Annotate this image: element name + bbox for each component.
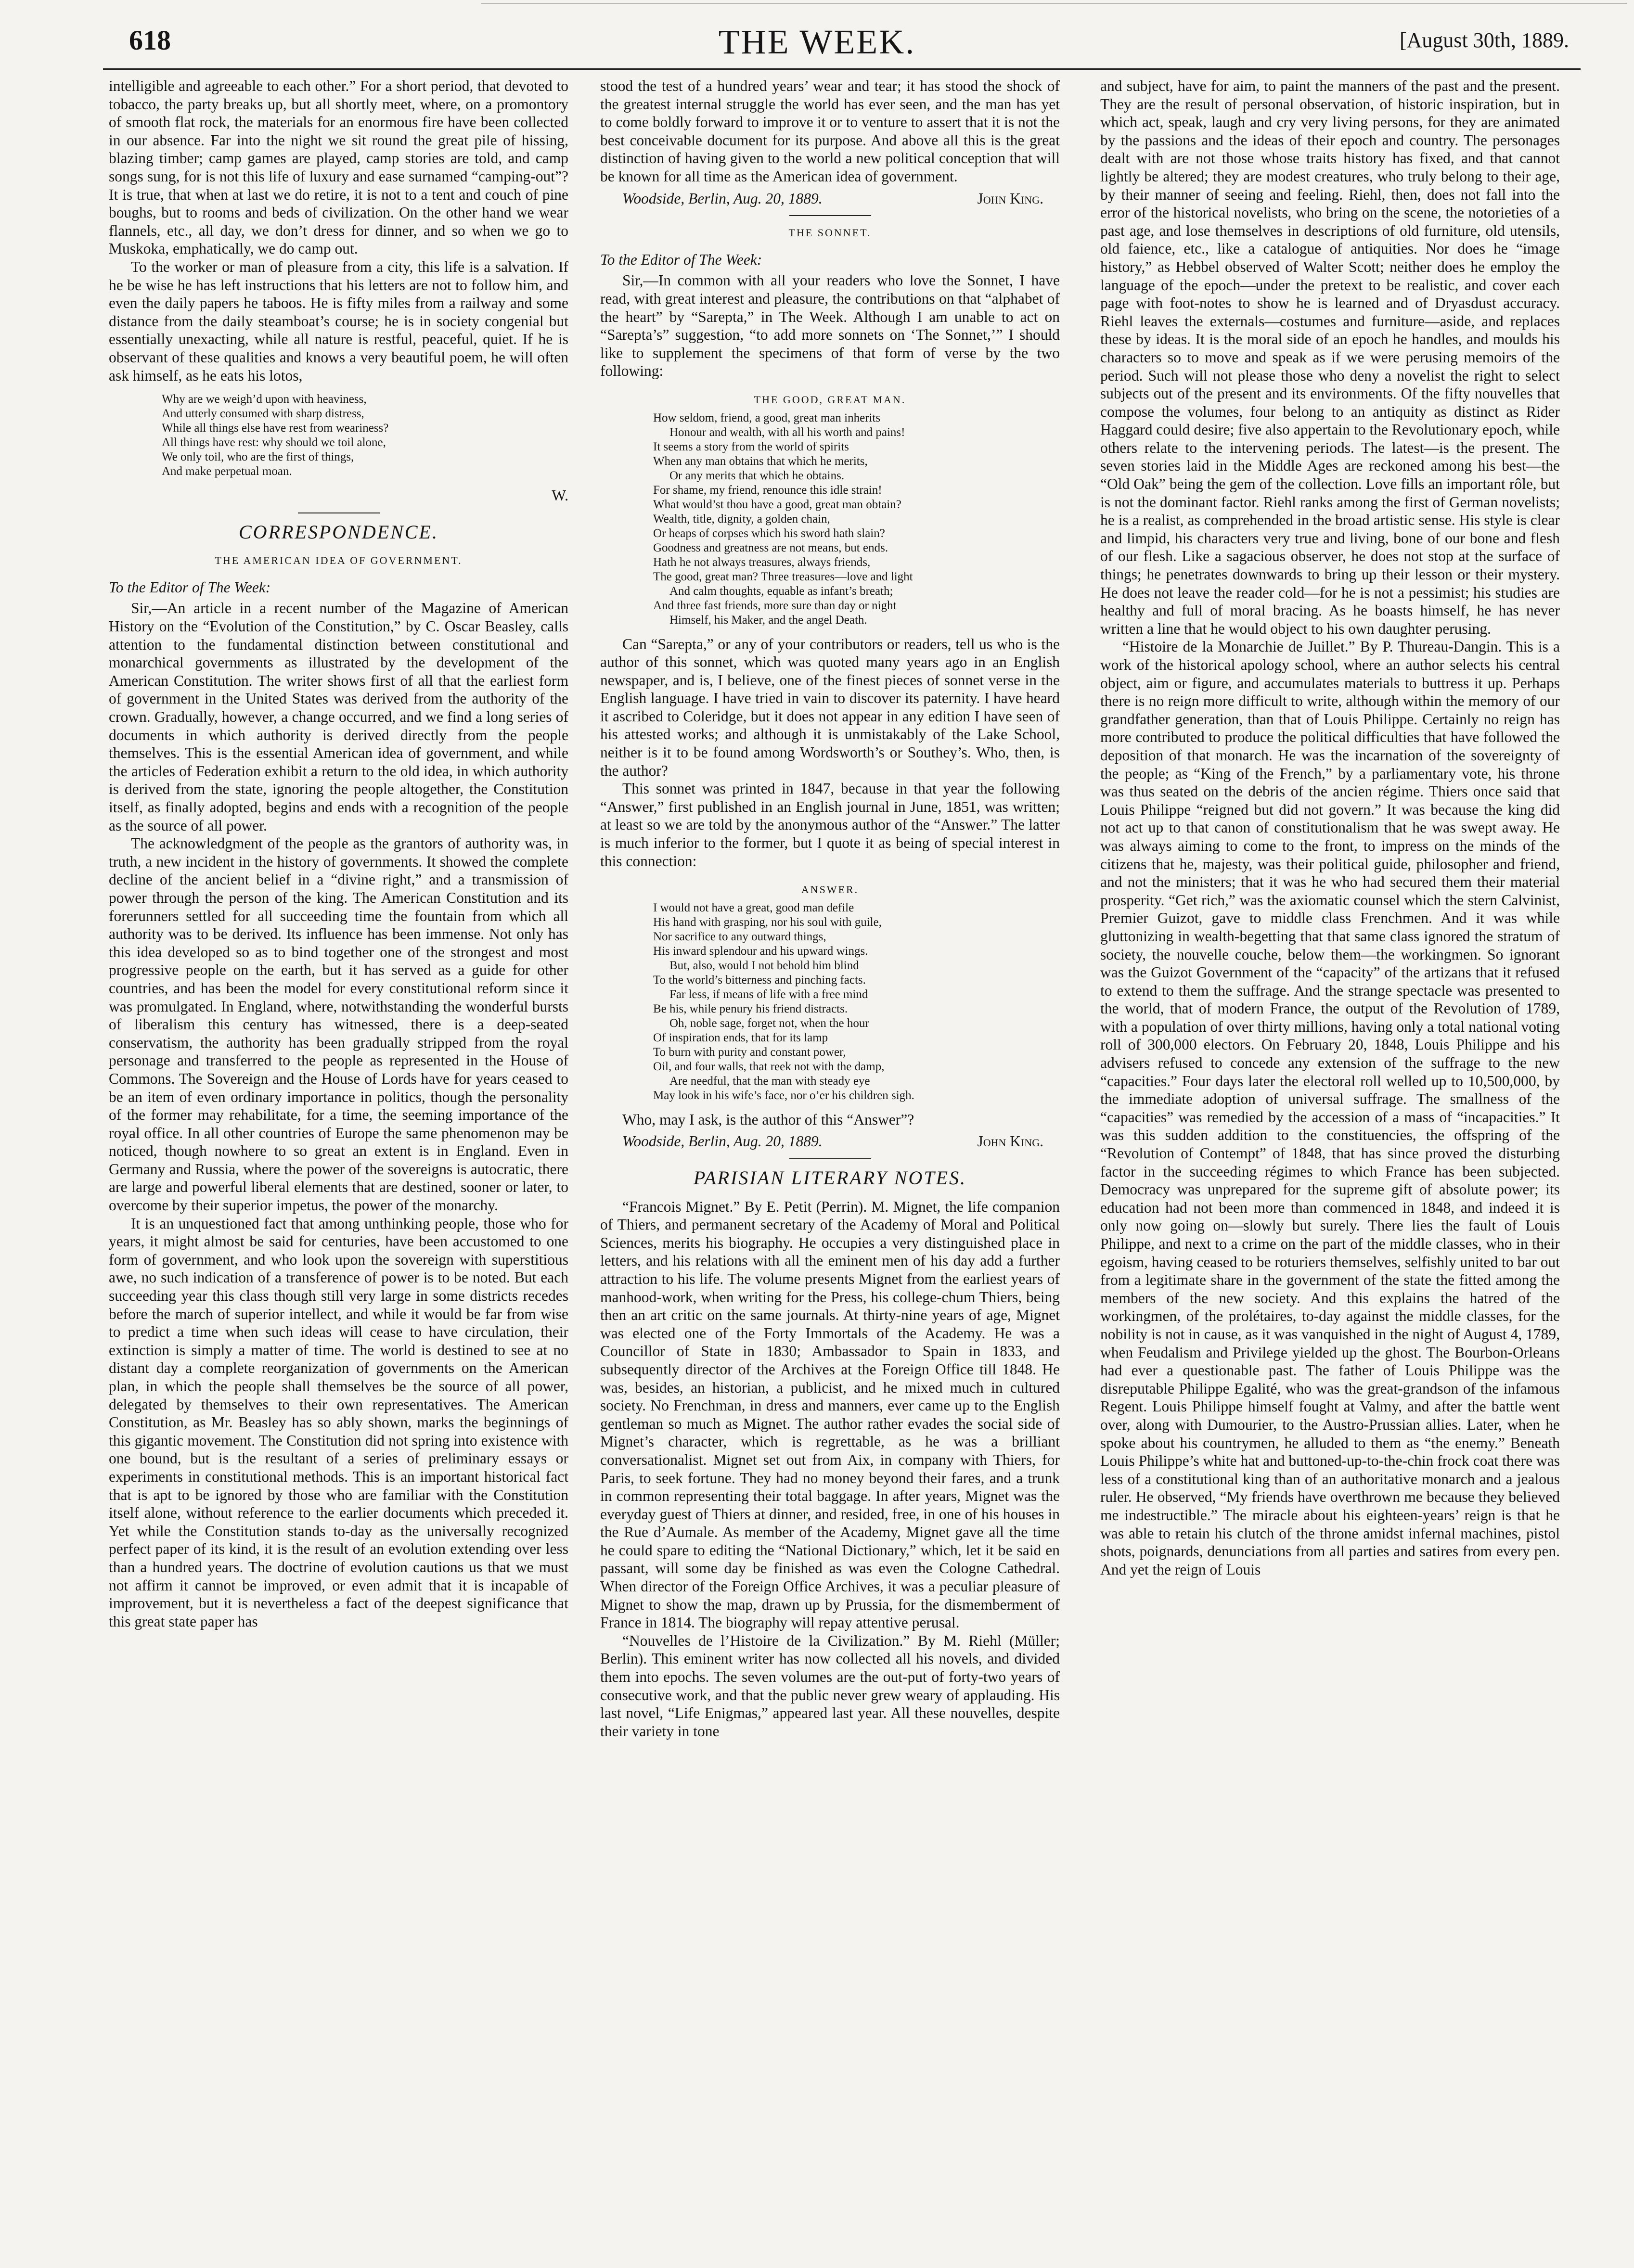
paragraph: stood the test of a hundred years’ wear and tear; it has stood the shock of the greatest internal struggle the world has ever seen, and the man has yet to come boldly forward to improve it or to venture to assert that it is not the best conceivable document for its purpose. And above all this is the great distinction of having given to the world a new political conception that will be known for all time as the American idea of government. — [600, 77, 1060, 185]
paragraph: It is an unquestioned fact that among unthinking people, those who for years, it might almost be said for centuries, have been accustomed to one form of government, and who look upon the sovereign with superstitious awe, no such indication of a transference of power is to be noted. But each succeeding year this class though still very large in some districts recedes before the march of superior intellect, and while it would be far from wise to predict a time when such ideas will cease to have circulation, their extinction is simply a matter of time. The world is destined to see at no distant day a complete reorganization of governments on the American plan, in which the people shall themselves be the source of all power, delegated by themselves to their own representatives. The American Constitution, as Mr. Beasley has so ably shown, marks the beginnings of this gigantic movement. The Constitution did not spring into existence with one bound, but is the resultant of a series of preliminary essays or experiments in constitutional methods. This is an important historical fact that is apt to be ignored by those who are familiar with the Constitution itself alone, without reference to the earlier documents which preceded it. Yet while the Constitution stands to-day as the universally recognized perfect paper of its kind, it is the result of an evolution extending over less than a hundred years. The doctrine of evolution cautions us that we must not affirm it cannot be improved, or even admit that it is incapable of improvement, but it is nevertheless a fact of the deepest significance that this great state paper has — [109, 1215, 568, 1630]
salutation-text: To the Editor of The Week: — [600, 251, 762, 268]
section-rule — [789, 215, 871, 216]
paragraph: intelligible and agreeable to each other.” For a short period, that devoted to tobacco, the party breaks up, but all shortly meet, where, on a promontory of smooth flat rock, the materials for an enormous fire have been collected in our absence. Far into the night we sit round the great pile of hissing, blazing timber; camp games are played, camp stories are told, and camp songs sung, for is not this life of luxury and ease surnamed “camping-out”? It is true, that when at last we do retire, it is not to a tent and couch of pine boughs, but to rooms and beds of civilization. On the other hand we wear flannels, etc., all day, we don’t dress for dinner, and so when we go to Muskoka, emphatically, we do camp out. — [109, 77, 568, 257]
letter-signature — [600, 190, 1060, 208]
poem-line: Be his, while penury his friend distracts. — [653, 1002, 848, 1015]
section-heading-parisian-notes: PARISIAN LITERARY NOTES. — [693, 1167, 967, 1189]
article-subheading: THE SONNET. — [788, 227, 872, 239]
paragraph: and subject, have for aim, to paint the manners of the past and the present. They are the result of personal observation, of historic inspiration, but in which act, speak, laugh and cry very living persons, for they are animated by the passions and the ideas of their epoch and country. The personages dealt with are not those whose traits history has fixed, and that cannot lightly be altered; they are modest creatures, who truly belong to their age, by their manner of seeing and feeling. Riehl, then, does not fall into the error of the historical novelists, who bring on the scene, the notorieties of a past age, and lose themselves in descriptions of old furniture, old utensils, old faience, etc., like a catalogue of antiquities. Nor does he “image history,” as Hebbel observed of Walter Scott; neither does he employ the language of the epoch—under the pretext to be realistic, and cover each page with foot-notes to show he is learned and of Dryasdust accuracy. Riehl leaves the externals—costumes and furniture—aside, and replaces these by ideas. It is the moral side of an epoch he handles, and moulds his characters so to move and speak as if we were perusing memoirs of the period. Such will not please those who deny a novelist the right to select subjects out of the present and its environments. Of the fifty nouvelles that compose the volumes, four belong to an antiquity as distinct as Rider Haggard could desire; five also appertain to the Revolutionary epoch, while others relate to the intervening periods. The latest—is the present. The seven stories laid in the Middle Ages are reckoned among his best—the “Old Oak” being the gem of the collection. Love fills an important rôle, but is not the dominant factor. Riehl ranks among the first of German novelists; he is a realist, as comprehended in the broad artistic sense. His style is clear and limpid, his characters very true and living, bone of our bone and flesh of our flesh. Like a sagacious observer, he does not stop at the surface of things; he penetrates downwards to bring up their lesson or their mystery. He does not leave the reader cold—for he is not a pessimist; his studies are healthy and full of moral bracing. As he boasts himself, he has never written a line that he would object to his own daughter perusing. — [1100, 77, 1560, 637]
paragraph: Sir,—In common with all your readers who love the Sonnet, I have read, with great interest and pleasure, the contributions on that “alphabet of the heart” by “Sarepta,” in The Week. Although I am unable to act on “Sarepta’s” suggestion, “to add more sonnets on ‘The Sonnet,’” I should like to supplement the specimens of that form of verse by the two following: — [600, 272, 1060, 380]
signature-name: John King. — [977, 1133, 1043, 1150]
salutation — [600, 251, 1060, 269]
salutation — [109, 578, 568, 597]
paragraph: “Francois Mignet.” By E. Petit (Perrin). M. Mignet, the life companion of Thiers, and permanent secretary of the Academy of Moral and Political Sciences, merits his biography. He occupies a very distinguished place in letters, and his relations with all the eminent men of his day add a further attraction to his life. The volume presents Mignet from the earliest years of manhood-work, when writing for the Press, his college-chum Thiers, being then an art critic on the same journals. At thirty-nine years of age, Mignet was elected one of the Forty Immortals of the Academy. He was a Councillor of State in 1830; Ambassador to Spain in 1833, and subsequently director of the Archives at the Foreign Office till 1848. He was, besides, an historian, a publicist, and he mixed much in cultured society. No Frenchman, in dress and manners, ever came up to the English gentleman so much as Mignet. The author rather evades the social side of Mignet’s character, which is regrettable, as he was a brilliant conversationalist. Mignet set out from Aix, in company with Thiers, for Paris, to seek fortune. They had no money beyond their fares, and a trunk in common representing their total baggage. In after years, Mignet was the everyday guest of Thiers at dinner, and resided, free, in one of his houses in the Rue d’Aumale. As member of the Academy, Mignet gave all the time he could spare to editing the “National Dictionary,” which, let it be said en passant, will some day be finished as was even the Cologne Cathedral. When director of the Foreign Office Archives, it was a peculiar pleasure of Mignet to show the map, drawn up by Prussia, for the dismemberment of France in 1814. The biography will repay attentive perusal. — [600, 1198, 1060, 1631]
paragraph: To the worker or man of pleasure from a city, this life is a salvation. If he be wise he has left instructions that his letters are not to follow him, and even the daily papers he taboos. He is fifty miles from a railway and some distance from the daily steamboat’s course; he is in society congenial but essentially unexacting, while all nature is restful, peaceful, quiet. If he is observant of these qualities and knows a very beautiful poem, he will often ask himself, as he eats his lotos, — [109, 258, 568, 384]
signature-place: Woodside, Berlin, Aug. 20, 1889. — [622, 1133, 823, 1150]
poem-line: Or heaps of corpses which his sword hath slain? — [653, 526, 885, 540]
poem-line: Oh, noble sage, forget not, when the hour — [669, 1016, 869, 1030]
poem-line: Or any merits that which he obtains. — [669, 469, 845, 482]
poem-line: Hath he not always treasures, always friends, — [653, 555, 871, 569]
section-rule — [789, 1158, 871, 1159]
poem-line: All things have rest: why should we toil alone, — [162, 436, 386, 449]
header-rule — [103, 68, 1581, 70]
paragraph: Who, may I ask, is the author of this “Answer”? — [622, 1111, 914, 1128]
column-1 — [109, 77, 568, 2252]
top-border-line — [481, 3, 1627, 4]
poem-line: His hand with grasping, nor his soul with guile, — [653, 915, 882, 929]
poem-line: And make perpetual moan. — [162, 465, 292, 478]
poem-line: I would not have a great, good man defile — [653, 901, 854, 914]
paragraph: The acknowledgment of the people as the grantors of authority was, in truth, a new incident in the history of governments. It showed the complete decline of the ancient belief in a “divine right,” and a transmission of power through the person of the king. The American Constitution and its forerunners settled for all succeeding time the fountain from which all authority was to be derived. Its influence has been immense. Not only has this idea developed so as to bind together one of the strongest and most progressive people on the earth, but it has served as a guide for other countries, and has been the model for every constitutional reform since it was promulgated. In England, where, notwithstanding the wonderful bursts of liberalism this century has witnessed, there is a deep-seated conservatism, the authority has been gradually stripped from the royal personage and transferred to the people as represented in the House of Commons. The Sovereign and the House of Lords have for years ceased to be an item of even ordinary importance in politics, though the personality of the former may rehabilitate, for a time, the seeming importance of the royal office. In all other countries of Europe the same phenomenon may be noticed, though nowhere to so great an extent is in England. Even in Germany and Russia, where the power of the sovereigns is autocratic, there are large and powerful liberal elements that are destined, sooner or later, to overcome by their superior impetus, the power of the monarchy. — [109, 835, 568, 1214]
poem-line: It seems a story from the world of spirits — [653, 440, 849, 453]
poem-line: Are needful, that the man with steady eye — [669, 1074, 870, 1088]
poem-line: May look in his wife’s face, nor o’er his children sigh. — [653, 1089, 914, 1102]
poem-line: And utterly consumed with sharp distress, — [162, 407, 364, 421]
paragraph: “Histoire de la Monarchie de Juillet.” By P. Thureau-Dangin. This is a work of the historical apology school, where an author selects his central object, aim or figure, and accumulates materials to buttress it up. Perhaps there is no reign more difficult to write, although within the memory of our grandfather generation, than that of Louis Philippe. Certainly no reign has more contributed to produce the political difficulties that have followed the deposition of that monarch. He was the incarnation of the sovereignty of the people; as “King of the French,” by a parliamentary vote, his throne was thus seated on the debris of the ancien régime. Thiers once said that Louis Philippe “reigned but did not govern.” It was because the king did not act up to that canon of constitutionalism that he was swept away. He was always aiming to come to the front, to impress on the minds of the citizens that he, majesty, was their political guide, philosopher and friend, and not the ministers; that it was he who had secured them their material prosperity. “Get rich,” was the axiomatic counsel which the stern Calvinist, Premier Guizot, gave to middle class Frenchmen. And it was while gluttonizing in wealth-begetting that that same class ignored the stratum of society, the nouvelle couche, below them—the workingmen. So ignorant was the Guizot Government of the “capacity” of the artizans that it refused to extend to them the suffrage. And the strange spectacle was presented to the world, that of modern France, the output of the Revolution of 1789, with a population of over thirty millions, having only a total national voting roll of 300,000 electors. On February 20, 1848, Louis Philippe and his advisers refused to concede any extension of the suffrage to the new “capacities.” Four days later the electoral roll welled up to 10,500,000, by the immediate adoption of universal suffrage. The smallness of the “capacities” was remedied by the accession of a mass of “incapacities.” It was this sudden addition to the constituencies, the offspring of the “Revolution of Contempt” of 1848, that has since proved the disturbing factor in the succeeding régimes to which France has been subjected. Democracy was unprepared for the supreme gift of absolute power; its education had not been more than commenced in 1848, and indeed it is only now going on—slowly but surely. There lies the fault of Louis Philippe, and next to a crime on the part of the middle classes, who in their egoism, having ceased to be roturiers themselves, selfishly united to bar out from a legitimate share in the government of the state the fitted among the members of the new society. And this explains the hatred of the workingmen, of the prolétaires, to-day against the middle classes, for the nobility is not in cause, as it was vanquished in the night of August 4, 1789, when Feudalism and Privilege yielded up the ghost. The Bourbon-Orleans had ever a questionable past. The father of Louis Philippe was the disreputable Philippe Egalité, who was the great-grandson of the infamous Regent. Louis Philippe himself fought at Valmy, and after the battle went over, along with Dumourier, to the Austro-Prussian allies. Later, when he spoke about his countrymen, he alluded to them as “the enemy.” Beneath Louis Philippe’s white hat and buttoned-up-to-the-chin frock coat there was less of a constitutional king than of an authoritative monarch and a jealous ruler. He observed, “My friends have overthrown me because they believed me indestructible.” The miracle about his eighteen-years’ reign is that he was able to retain his clutch of the throne amidst infernal machines, pistol shots, poignards, denunciations from all parties and satires from every pen. And yet the reign of Louis — [1100, 638, 1560, 1578]
poem-title: ANSWER. — [801, 884, 859, 896]
poem-line: Oil, and four walls, that reek not with the damp, — [653, 1060, 885, 1073]
poem-line: Of inspiration ends, that for its lamp — [653, 1031, 828, 1044]
salutation-text: To the Editor of The Week: — [109, 578, 271, 596]
poem-line: But, also, would I not behold him blind — [669, 959, 859, 972]
poem-line: For shame, my friend, renounce this idle strain! — [653, 483, 882, 497]
poem-line: Why are we weigh’d upon with heaviness, — [162, 393, 367, 406]
paragraph: Can “Sarepta,” or any of your contributors or readers, tell us who is the author of this sonnet, which was quoted many years ago in an English newspaper, and is, I believe, one of the finest pieces of sonnet verse in the English language. I have tried in vain to discover its paternity. I have heard it ascribed to Coleridge, but it does not appear in any edition I have seen of his attested works; and although it is unmistakably of the Lake School, neither is it to be found among Wordsworth’s or Southey’s. Who, then, is the author? — [600, 635, 1060, 779]
poem-line: The good, great man? Three treasures—love and light — [653, 570, 913, 583]
poem-title: THE GOOD, GREAT MAN. — [754, 393, 906, 406]
paragraph: This sonnet was printed in 1847, because in that year the following “Answer,” first published in an English journal in June, 1851, was written; at least so we are told by the anonymous author of the “Answer.” The latter is much inferior to the former, but I quote it as being of special interest in this connection: — [600, 780, 1060, 870]
poem-line: And calm thoughts, equable as infant’s breath; — [669, 584, 893, 598]
article-subheading: THE AMERICAN IDEA OF GOVERNMENT. — [215, 554, 463, 567]
poem-line: What would’st thou have a good, great man obtain? — [653, 498, 901, 511]
signature-place: Woodside, Berlin, Aug. 20, 1889. — [622, 190, 823, 207]
column-2 — [600, 77, 1060, 2252]
poem-line: How seldom, friend, a good, great man inherits — [653, 411, 881, 424]
letter-signature — [600, 1132, 1060, 1151]
issue-date: [August 30th, 1889. — [1400, 28, 1569, 52]
poem-lotos-eaters — [162, 392, 568, 479]
poem-line: Honour and wealth, with all his worth and pains! — [669, 425, 905, 439]
poem-line: Goodness and greatness are not means, but ends. — [653, 541, 888, 554]
poem-line: Himself, his Maker, and the angel Death. — [669, 613, 867, 627]
poem-line: Wealth, title, dignity, a golden chain, — [653, 512, 830, 525]
masthead-title: THE WEEK. — [718, 23, 916, 61]
poem-line: To the world’s bitterness and pinching facts. — [653, 973, 866, 987]
section-heading-correspondence: CORRESPONDENCE. — [239, 521, 438, 543]
poem-line: Nor sacrifice to any outward things, — [653, 930, 826, 943]
paragraph: Sir,—An article in a recent number of the Magazine of American History on the “Evolution of the Constitution,” by C. Oscar Beasley, calls attention to the fundamental distinction between constitutional and monarchical governments as illustrated by the development of the American Constitution. The writer shows first of all that the earliest form of government in the United States was derived from the authority of the crown. Gradually, however, a change occurred, and we find a long series of documents in which authority is derived directly from the people themselves. This is the essential American idea of government, and while the articles of Federation exhibit a return to the old idea, in which authority is derived from the state, ignoring the people altogether, the Constitution itself, as finally adopted, begins and ends with a recognition of the people as the source of all power. — [109, 600, 568, 834]
poem-line: While all things else have rest from weariness? — [162, 422, 389, 435]
poem-good-great-man — [653, 411, 1060, 628]
poem-line: His inward splendour and his upward wings. — [653, 944, 868, 958]
poem-line: To burn with purity and constant power, — [653, 1045, 846, 1059]
column-3 — [1100, 77, 1560, 2252]
poem-line: When any man obtains that which he merits, — [653, 454, 868, 468]
poem-line: We only toil, who are the first of things, — [162, 450, 354, 464]
poem-answer — [653, 901, 1060, 1103]
paragraph: “Nouvelles de l’Histoire de la Civilization.” By M. Riehl (Müller; Berlin). This eminent writer has now collected all his novels, and divided them into epochs. The seven volumes are the out-put of forty-two years of consecutive work, and that the public never grew weary of applauding. His last novel, “Life Enigmas,” appeared last year. All these nouvelles, despite their variety in tone — [600, 1632, 1060, 1740]
author-signature: W. — [552, 487, 568, 504]
signature-name: John King. — [977, 190, 1043, 207]
poem-line: Far less, if means of life with a free mind — [669, 987, 868, 1001]
poem-line: And three fast friends, more sure than day or night — [653, 599, 897, 612]
page-number: 618 — [129, 25, 171, 56]
